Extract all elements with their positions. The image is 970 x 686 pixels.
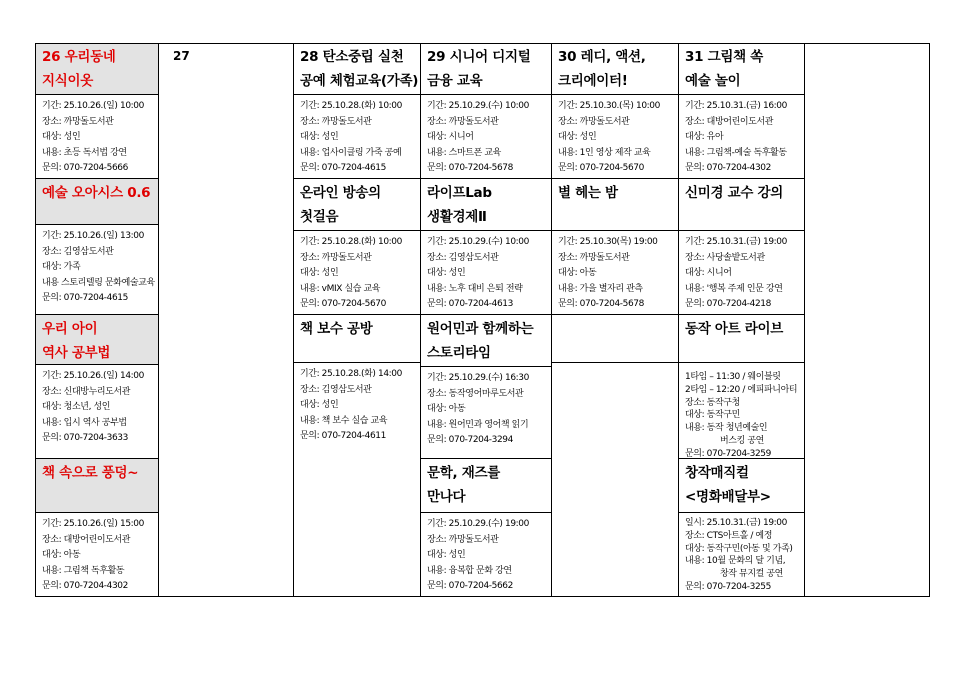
event-date: 기간: 25.10.28.(화) 10:00 xyxy=(300,237,402,247)
event-place: 장소: 까망돌도서관 xyxy=(427,116,499,127)
event-audience: 대상: 시니어 xyxy=(427,132,474,143)
event-title-line: 30 레디, 액션, xyxy=(558,49,646,65)
event-audience: 대상: 성인 xyxy=(427,268,466,279)
event-date: 기간: 25.10.31.(금) 16:00 xyxy=(685,101,787,111)
event-audience: 대상: 성인 xyxy=(558,132,597,143)
event-contact: 문의: 070-7204-5670 xyxy=(300,299,386,310)
event-audience: 대상: 성인 xyxy=(300,132,339,143)
event-content: 내용: 융복합 문화 강연 xyxy=(427,565,512,576)
event-content: 내용: 입시 역사 공부법 xyxy=(42,417,127,428)
event-title-line: 스토리타임 xyxy=(427,345,491,361)
event-details xyxy=(294,363,420,459)
event-content: 내용: 그림책-예술 독후활동 xyxy=(685,147,787,158)
event-date: 기간: 25.10.29.(수) 10:00 xyxy=(427,101,529,111)
event-content-cont: 버스킹 공연 xyxy=(720,435,764,446)
event-place: 장소: 동작구청 xyxy=(685,397,740,408)
event-details xyxy=(36,513,158,597)
event-place: 장소: 까망돌도서관 xyxy=(558,252,630,263)
event-details xyxy=(36,95,158,179)
event-title xyxy=(421,179,551,231)
event-date: 기간: 25.10.31.(금) 19:00 xyxy=(685,237,787,247)
event-contact: 문의: 070-7204-4302 xyxy=(42,581,128,592)
event-calendar-grid xyxy=(35,43,930,597)
event-contact: 문의: 070-7204-3259 xyxy=(685,448,771,459)
event-contact: 문의: 070-7204-4615 xyxy=(300,163,386,174)
event-contact: 문의: 070-7204-5678 xyxy=(427,163,513,174)
event-title-line: 동작 아트 라이브 xyxy=(685,321,783,337)
event-title xyxy=(36,315,158,365)
event-details xyxy=(36,225,158,315)
column-tuesday xyxy=(293,43,420,597)
event-audience: 대상: 동작구민 xyxy=(685,410,740,421)
event-content: 내용: 스마트폰 교육 xyxy=(427,147,501,158)
event-title-line: 첫걸음 xyxy=(300,209,339,225)
event-title-line: 문학, 재즈를 xyxy=(427,465,500,481)
event-content: 내용: 그림책 독후활동 xyxy=(42,565,125,576)
event-audience: 대상: 아동 xyxy=(427,404,466,415)
empty-slot xyxy=(552,315,678,363)
event-place: 장소: 동작영어마루도서관 xyxy=(427,388,524,399)
event-details xyxy=(679,95,804,179)
event-content: 내용: 원어민과 영어책 읽기 xyxy=(427,419,529,430)
event-audience: 대상: 시니어 xyxy=(685,268,732,279)
event-title xyxy=(679,459,804,513)
event-details xyxy=(294,231,420,315)
event-contact: 문의: 070-7204-4613 xyxy=(427,299,513,310)
event-title-line: 창작매직컬 xyxy=(685,465,749,481)
event-title-line: 책 보수 공방 xyxy=(300,321,373,337)
event-date: 일시: 25.10.31.(금) 19:00 xyxy=(685,518,787,528)
event-place: 장소: 김영삼도서관 xyxy=(42,246,114,257)
event-place: 장소: 김영삼도서관 xyxy=(300,384,372,395)
event-title xyxy=(421,315,551,367)
event-date: 기간: 25.10.29.(수) 16:30 xyxy=(427,373,529,383)
column-wednesday xyxy=(420,43,551,597)
event-place: 장소: 대방어린이도서관 xyxy=(685,116,774,127)
event-title-line: 크리에이터! xyxy=(558,73,628,89)
event-contact: 문의: 070-7204-4611 xyxy=(300,431,386,442)
event-contact: 문의: 070-7204-3633 xyxy=(42,433,128,444)
event-date: 기간: 25.10.26.(일) 10:00 xyxy=(42,101,144,111)
event-title-line: 26 우리동네 xyxy=(42,49,116,65)
event-details xyxy=(552,231,678,315)
event-time-2: 2타임 – 12:20 / 에피파니아티 xyxy=(685,384,798,395)
event-place: 장소: 까망돌도서관 xyxy=(427,534,499,545)
event-details xyxy=(679,513,804,597)
event-details xyxy=(552,95,678,179)
event-details xyxy=(36,365,158,459)
event-date: 기간: 25.10.28.(화) 14:00 xyxy=(300,369,402,379)
day-number: 27 xyxy=(173,49,190,63)
event-details xyxy=(421,231,551,315)
event-place: 장소: 김영삼도서관 xyxy=(427,252,499,263)
event-audience: 대상: 성인 xyxy=(42,132,81,143)
event-title xyxy=(294,179,420,231)
event-place: 장소: 신대방누리도서관 xyxy=(42,386,131,397)
event-contact: 문의: 070-7204-5670 xyxy=(558,163,644,174)
event-date: 기간: 25.10.28.(화) 10:00 xyxy=(300,101,402,111)
event-content: 내용: 노후 대비 은퇴 전략 xyxy=(427,283,523,294)
event-title-line: 예술 오아시스 0.6 xyxy=(42,185,151,201)
event-title-line: 29 시니어 디지털 xyxy=(427,49,531,65)
event-audience: 대상: 청소년, 성인 xyxy=(42,402,111,413)
event-audience: 대상: 성인 xyxy=(300,400,339,411)
event-place: 장소: 까망돌도서관 xyxy=(42,116,114,127)
event-title xyxy=(552,179,678,231)
event-date: 기간: 25.10.26.(일) 13:00 xyxy=(42,231,144,241)
event-content: 내용: 업사이클링 가죽 공예 xyxy=(300,147,402,158)
event-contact: 문의: 070-7204-4615 xyxy=(42,293,128,304)
event-title-line: 신미경 교수 강의 xyxy=(685,185,783,201)
event-title-line: 생활경제Ⅱ xyxy=(427,209,487,225)
column-friday xyxy=(678,43,804,597)
event-title xyxy=(679,315,804,363)
event-contact: 문의: 070-7204-5662 xyxy=(427,581,513,592)
event-content: 내용: 책 보수 실습 교육 xyxy=(300,415,388,426)
event-title-line: 공예 체험교육(가족) xyxy=(300,73,419,89)
event-title-line: 31 그림책 쏙 xyxy=(685,49,763,65)
event-place: 장소: 대방어린이도서관 xyxy=(42,534,131,545)
event-place: 장소: 까망돌도서관 xyxy=(558,116,630,127)
event-title-line: 라이프Lab xyxy=(427,185,492,201)
event-title xyxy=(36,43,158,95)
event-details xyxy=(679,363,804,459)
event-title-line: 역사 공부법 xyxy=(42,345,111,361)
event-date: 기간: 25.10.30.(목) 10:00 xyxy=(558,101,660,111)
event-place: 장소: 까망돌도서관 xyxy=(300,252,372,263)
column-monday xyxy=(158,43,293,597)
event-place: 장소: 까망돌도서관 xyxy=(300,116,372,127)
event-audience: 대상: 동작구민(아동 및 가족) xyxy=(685,543,793,554)
event-title xyxy=(36,179,158,225)
event-contact: 문의: 070-7204-3294 xyxy=(427,435,513,446)
event-place: 장소: CTS아트홀 / 예정 xyxy=(685,530,773,541)
event-content: 내용: 1인 영상 제작 교육 xyxy=(558,147,651,158)
event-title-line: 우리 아이 xyxy=(42,321,98,337)
event-content: 내용 스토리텔링 문화예술교육 xyxy=(42,277,155,288)
event-title xyxy=(421,43,551,95)
event-audience: 대상: 성인 xyxy=(427,550,466,561)
event-details xyxy=(294,95,420,179)
event-content-cont: 창작 뮤지컬 공연 xyxy=(720,569,783,580)
column-sunday xyxy=(35,43,158,597)
event-place: 장소: 사당솔밭도서관 xyxy=(685,252,765,263)
event-audience: 대상: 아동 xyxy=(42,550,81,561)
event-title-line: 지식이옷 xyxy=(42,73,93,89)
event-time-1: 1타임 – 11:30 / 웨이블릿 xyxy=(685,372,781,382)
event-contact: 문의: 070-7204-5678 xyxy=(558,299,644,310)
event-contact: 문의: 070-7204-4302 xyxy=(685,163,771,174)
event-title xyxy=(421,459,551,513)
event-title-line: 책 속으로 풍덩~ xyxy=(42,465,139,481)
event-content: 내용: 초등 독서법 강연 xyxy=(42,147,127,158)
event-title xyxy=(679,179,804,231)
event-contact: 문의: 070-7204-5666 xyxy=(42,163,128,174)
event-title xyxy=(679,43,804,95)
event-contact: 문의: 070-7204-4218 xyxy=(685,299,771,310)
event-title-line: 금융 교육 xyxy=(427,73,483,89)
event-title-line: <명화배달부> xyxy=(685,489,771,505)
event-title-line: 원어민과 함께하는 xyxy=(427,321,534,337)
event-title-line: 28 탄소중립 실천 xyxy=(300,49,404,65)
event-title-line: 예술 놀이 xyxy=(685,73,741,89)
event-content: 내용: 가을 별자리 관측 xyxy=(558,283,643,294)
event-date: 기간: 25.10.29.(수) 19:00 xyxy=(427,519,529,529)
event-content: 내용: 10월 문화의 달 기념, xyxy=(685,556,786,567)
event-title-line: 만나다 xyxy=(427,489,466,505)
event-details xyxy=(421,513,551,597)
event-date: 기간: 25.10.29.(수) 10:00 xyxy=(427,237,529,247)
event-details xyxy=(421,367,551,459)
event-audience: 대상: 유아 xyxy=(685,132,724,143)
event-date: 기간: 25.10.26.(일) 14:00 xyxy=(42,371,144,381)
event-title xyxy=(294,315,420,363)
event-title-line: 온라인 방송의 xyxy=(300,185,381,201)
column-thursday xyxy=(551,43,678,597)
event-title xyxy=(552,43,678,95)
event-audience: 대상: 성인 xyxy=(300,268,339,279)
event-title xyxy=(36,459,158,513)
event-title-line: 별 헤는 밤 xyxy=(558,185,618,201)
event-content: 내용: 동작 청년예술인 xyxy=(685,423,768,434)
event-content: 내용: '행복 주제 인문 강연 xyxy=(685,283,783,294)
column-saturday xyxy=(804,43,930,597)
event-audience: 대상: 가족 xyxy=(42,262,81,273)
event-date: 기간: 25.10.30(목) 19:00 xyxy=(558,237,658,247)
event-date: 기간: 25.10.26.(일) 15:00 xyxy=(42,519,144,529)
event-details xyxy=(421,95,551,179)
event-details xyxy=(679,231,804,315)
event-contact: 문의: 070-7204-3255 xyxy=(685,581,771,592)
event-content: 내용: vMIX 실습 교육 xyxy=(300,283,381,294)
event-title xyxy=(294,43,420,95)
event-audience: 대상: 아동 xyxy=(558,268,597,279)
